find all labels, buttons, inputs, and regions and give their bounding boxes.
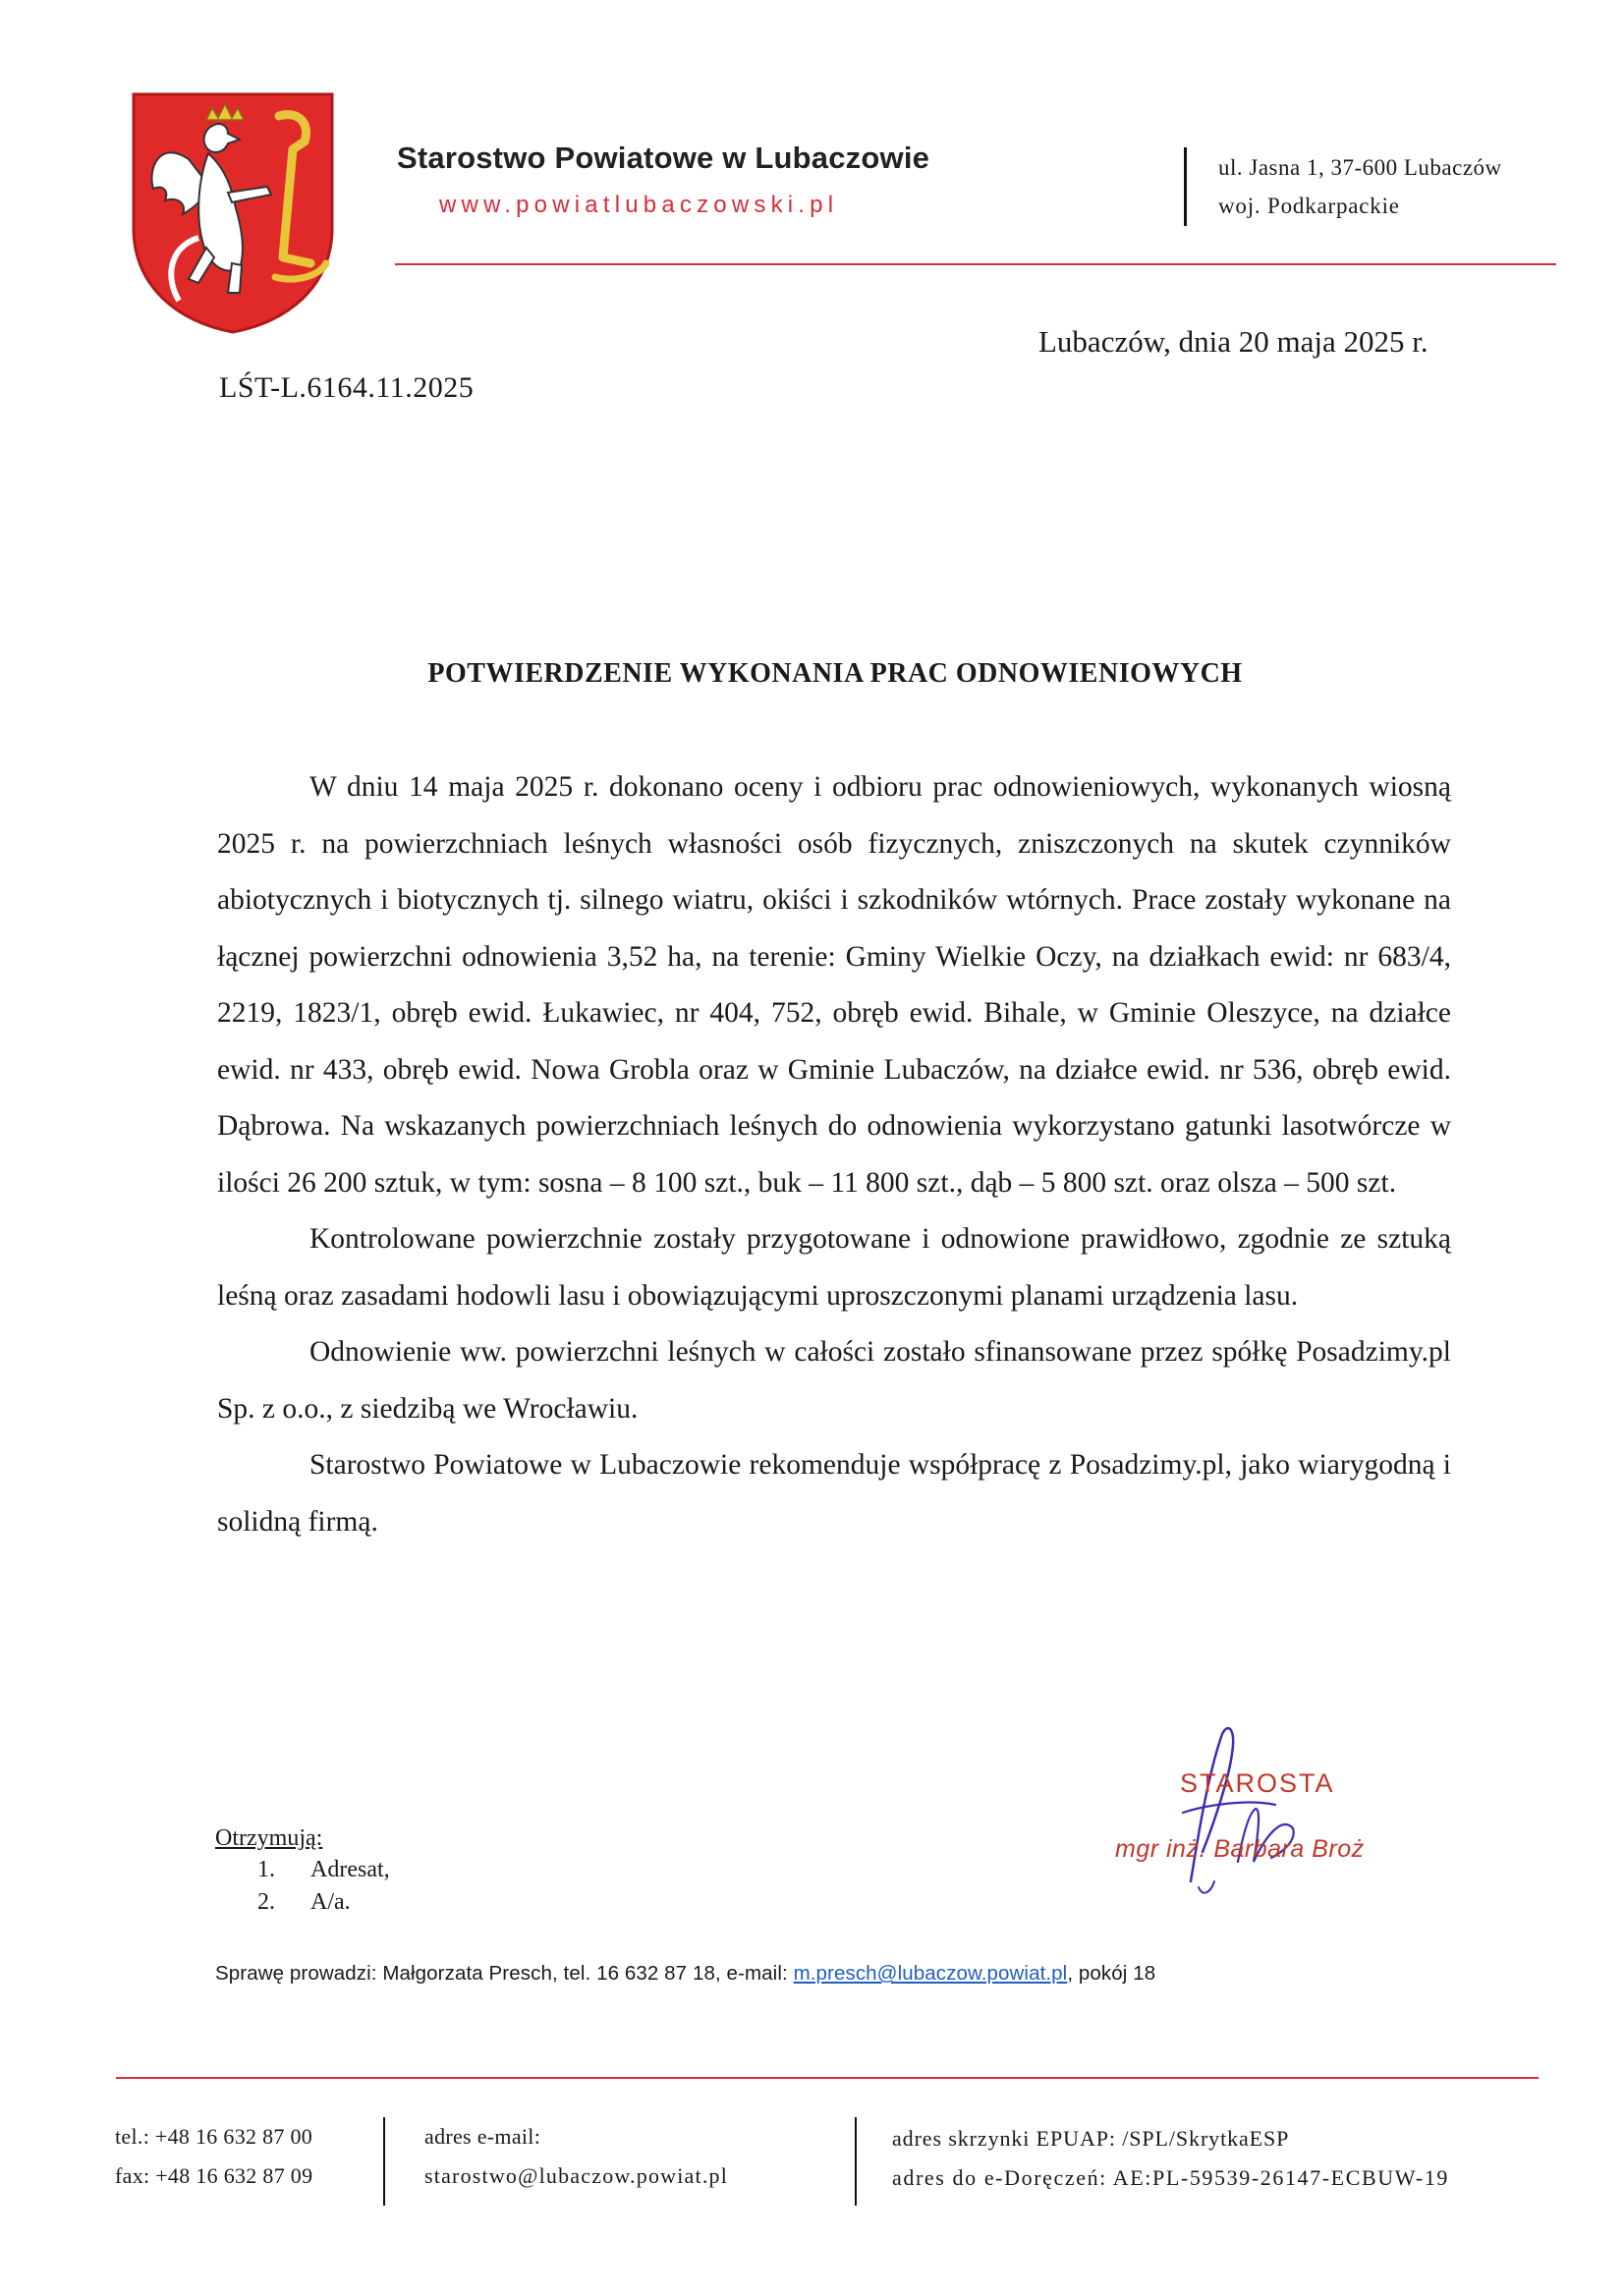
footer-divider [116, 2077, 1539, 2079]
case-handler-info [215, 1962, 1155, 1986]
footer-epuap: adres skrzynki EPUAP: /SPL/SkrytkaESP [892, 2126, 1290, 2151]
reference-number: LŚT-L.6164.11.2025 [219, 371, 475, 404]
case-handler-prefix: Sprawę prowadzi: Małgorzata Presch, tel. 16 632 87 18, e-mail: [215, 1962, 794, 1985]
case-handler-suffix: , pokój 18 [1067, 1962, 1156, 1985]
organization-name: Starostwo Powiatowe w Lubaczowie [397, 140, 930, 175]
document-title: POTWIERDZENIE WYKONANIA PRAC ODNOWIENIOWYCH [427, 658, 1243, 689]
recipient-text: Adresat, [310, 1857, 390, 1882]
address-region: woj. Podkarpackie [1218, 194, 1400, 218]
footer-email: starostwo@lubaczow.powiat.pl [424, 2163, 729, 2188]
body-paragraph-4: Starostwo Powiatowe w Lubaczowie rekomenduje współpracę z Posadzimy.pl, jako wiarygodną i solidną firmą. [217, 1449, 1451, 1538]
body-paragraph-3: Odnowienie ww. powierzchni leśnych w całości zostało sfinansowane przez spółkę Posadzimy.pl Sp. z o.o., z siedzibą we Wrocławiu. [217, 1336, 1451, 1425]
recipients-label: Otrzymują: [215, 1825, 323, 1851]
case-handler-email-link[interactable]: m.presch@lubaczow.powiat.pl [793, 1962, 1068, 1985]
address-divider [1184, 147, 1187, 226]
footer-fax: fax: +48 16 632 87 09 [115, 2163, 313, 2188]
footer-divider-vertical [855, 2117, 857, 2206]
stamp-title: STAROSTA [1180, 1768, 1335, 1798]
body-paragraph-2: Kontrolowane powierzchnie zostały przygotowane i odnowione prawidłowo, zgodnie ze sztuką leśną oraz zasadami hodowli lasu i obowiązującymi uproszczonymi planami urządzenia lasu. [217, 1223, 1451, 1312]
footer-divider-vertical [383, 2117, 385, 2206]
footer-edoreczen: adres do e-Doręczeń: AE:PL-59539-26147-ECBUW-19 [892, 2165, 1450, 2190]
footer-email-label: adres e-mail: [424, 2124, 541, 2149]
organization-website: www.powiatlubaczowski.pl [439, 192, 839, 218]
document-body [217, 759, 1451, 1550]
address-street: ul. Jasna 1, 37-600 Lubaczów [1218, 155, 1502, 180]
recipient-number: 2. [257, 1889, 275, 1915]
footer-phone: tel.: +48 16 632 87 00 [115, 2124, 313, 2149]
header-divider [395, 263, 1556, 265]
handwritten-signature [1100, 1714, 1454, 1911]
recipient-number: 1. [257, 1857, 275, 1882]
stamp-name: mgr inż. Barbara Broż [1115, 1835, 1365, 1863]
coat-of-arms-icon [130, 90, 336, 336]
recipient-text: A/a. [310, 1889, 351, 1915]
place-and-date: Lubaczów, dnia 20 maja 2025 r. [1038, 324, 1428, 359]
body-paragraph-1: W dniu 14 maja 2025 r. dokonano oceny i odbioru prac odnowieniowych, wykonanych wiosną 2025 r. na powierzchniach leśnych własności osób fizycznych, zniszczonych na skutek czynników abiotycznych i biotycznych tj. silnego wiatru, okiści i szkodników wtórnych. Prace zostały wykonane na łącznej powierzchni odnowienia 3,52 ha, na terenie: Gminy Wielkie Oczy, na działkach ewid: nr 683/4, 2219, 1823/1, obręb ewid. Łukawiec, nr 404, 752, obręb ewid. Bihale, w Gminie Oleszyce, na działce ewid. nr 433, obręb ewid. Nowa Grobla oraz w Gminie Lubaczów, na działce ewid. nr 536, obręb ewid. Dąbrowa. Na wskazanych powierzchniach leśnych do odnowienia wykorzystano gatunki lasotwórcze w ilości 26 200 sztuk, w tym: sosna – 8 100 szt., buk – 11 800 szt., dąb – 5 800 szt. oraz olsza – 500 szt. [217, 771, 1451, 1199]
